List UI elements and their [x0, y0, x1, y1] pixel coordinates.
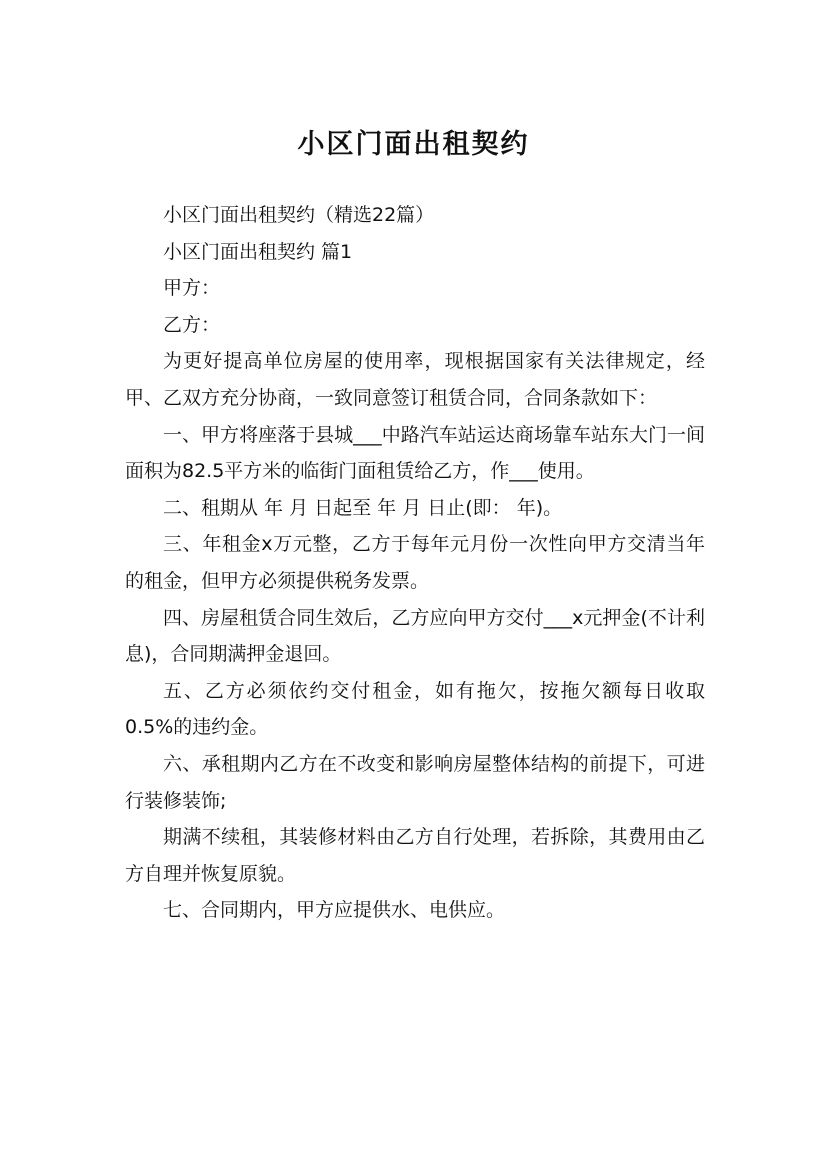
- paragraph: 五、乙方必须依约交付租金，如有拖欠，按拖欠额每日收取0.5%的违约金。: [125, 679, 705, 739]
- paragraph: 小区门面出租契约 篇1: [163, 240, 353, 263]
- paragraph: 四、房屋租赁合同生效后，乙方应向甲方交付___x元押金(不计利息)，合同期满押金退回。: [125, 606, 705, 666]
- document-title: 小区门面出租契约: [297, 129, 530, 161]
- paragraph: 为更好提高单位房屋的使用率，现根据国家有关法律规定，经甲、乙双方充分协商，一致同意签订租赁合同，合同条款如下：: [125, 350, 705, 409]
- paragraph: 二、租期从 年 月 日起至 年 月 日止(即： 年)。: [163, 496, 563, 519]
- paragraph: 小区门面出租契约（精选22篇）: [163, 204, 435, 226]
- paragraph: 七、合同期内，甲方应提供水、电供应。: [163, 899, 506, 922]
- paragraph: 甲方：: [163, 277, 221, 300]
- document-body: [125, 197, 705, 929]
- paragraph: 一、甲方将座落于县城___中路汽车站运达商场靠车站东大门一间面积为82.5平方米的临街门面租赁给乙方，作___使用。: [125, 423, 705, 483]
- paragraph: 三、年租金x万元整，乙方于每年元月份一次性向甲方交清当年的租金，但甲方必须提供税务发票。: [125, 533, 705, 592]
- paragraph: 乙方：: [163, 313, 221, 336]
- paragraph: 期满不续租，其装修材料由乙方自行处理，若拆除，其费用由乙方自理并恢复原貌。: [125, 826, 705, 885]
- paragraph: 六、承租期内乙方在不改变和影响房屋整体结构的前提下，可进行装修装饰;: [125, 752, 705, 812]
